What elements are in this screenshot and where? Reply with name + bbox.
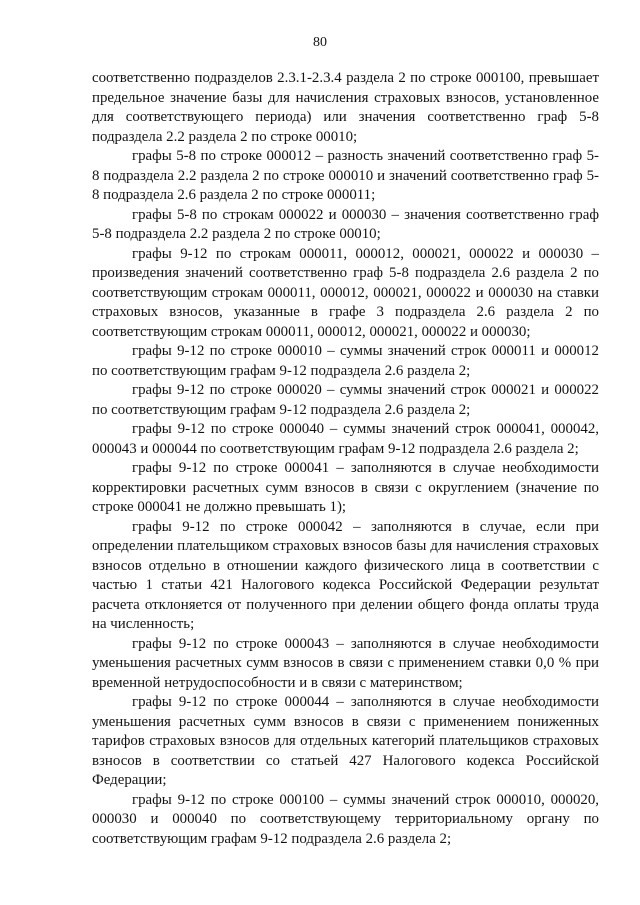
paragraph-row-000044-cols-9-12: графы 9-12 по строке 000044 – заполняются в случае необходимости уменьшения расчетных сумм взносов в связи с применением пониженных тарифов страховых взносов для отдельных категорий плательщиков страховых взносов в соответствии со статьей 427 Налогового кодекса Российской Федерации; (92, 694, 599, 788)
paragraph-row-000043-cols-9-12: графы 9-12 по строке 000043 – заполняются в случае необходимости уменьшения расчетных сумм взносов в связи с применением ставки 0,0 % при временной нетрудоспособности и в связи с материнством; (92, 635, 599, 691)
paragraph-continuation: соответственно подразделов 2.3.1-2.3.4 раздела 2 по строке 000100, превышает предельное значение базы для начисления страховых взносов, установленное для соответствующего периода) или значения соответственно граф 5-8 подраздела 2.2 раздела 2 по строке 00010; (92, 70, 599, 145)
paragraph-row-000020-cols-9-12: графы 9-12 по строке 000020 – суммы значений строк 000021 и 000022 по соответствующим графам 9-12 подраздела 2.6 раздела 2; (92, 382, 599, 418)
paragraph-row-000041-cols-9-12: графы 9-12 по строке 000041 – заполняются в случае необходимости корректировки расчетных сумм взносов в связи с округлением (значение по строке 000041 не должно превышать 1); (92, 460, 599, 515)
paragraph-row-000012-cols-5-8: графы 5-8 по строке 000012 – разность значений соответственно граф 5-8 подраздела 2.2 раздела 2 по строке 000010 и значений соответственно граф 5-8 подраздела 2.6 раздела 2 по строке 000011; (92, 148, 599, 203)
page-number: 80 (313, 35, 327, 50)
paragraph-rows-000022-000030-cols-5-8: графы 5-8 по строкам 000022 и 000030 – значения соответственно граф 5-8 подраздела 2.2 раздела 2 по строке 00010; (92, 206, 599, 242)
paragraph-rows-products-cols-9-12: графы 9-12 по строкам 000011, 000012, 000021, 000022 и 000030 – произведения значений соответственно граф 5-8 подраздела 2.6 раздела 2 по соответствующим строкам 000011, 000012, 000021, 000022 и 000030 на ставки страховых взносов, указанные в графе 3 подраздела 2.6 раздела 2 по соответствующим строкам 000011, 000012, 000021, 000022 и 000030; (92, 245, 599, 340)
document-body (92, 69, 599, 849)
paragraph-row-000042-cols-9-12: графы 9-12 по строке 000042 – заполняются в случае, если при определении плательщиком страховых взносов базы для начисления страховых взносов отдельно в отношении каждого физического лица в соответствии с частью 1 статьи 421 Налогового кодекса Российской Федерации результат расчета отклоняется от полученного при делении общего фонда оплаты труда на численность; (92, 518, 599, 632)
paragraph-row-000040-cols-9-12: графы 9-12 по строке 000040 – суммы значений строк 000041, 000042, 000043 и 000044 по соответствующим графам 9-12 подраздела 2.6 раздела 2; (92, 421, 599, 457)
paragraph-row-000010-cols-9-12: графы 9-12 по строке 000010 – суммы значений строк 000011 и 000012 по соответствующим графам 9-12 подраздела 2.6 раздела 2; (92, 343, 599, 379)
paragraph-row-000100-cols-9-12: графы 9-12 по строке 000100 – суммы значений строк 000010, 000020, 000030 и 000040 по соответствующему территориальному органу по соответствующим графам 9-12 подраздела 2.6 раздела 2; (92, 791, 599, 847)
